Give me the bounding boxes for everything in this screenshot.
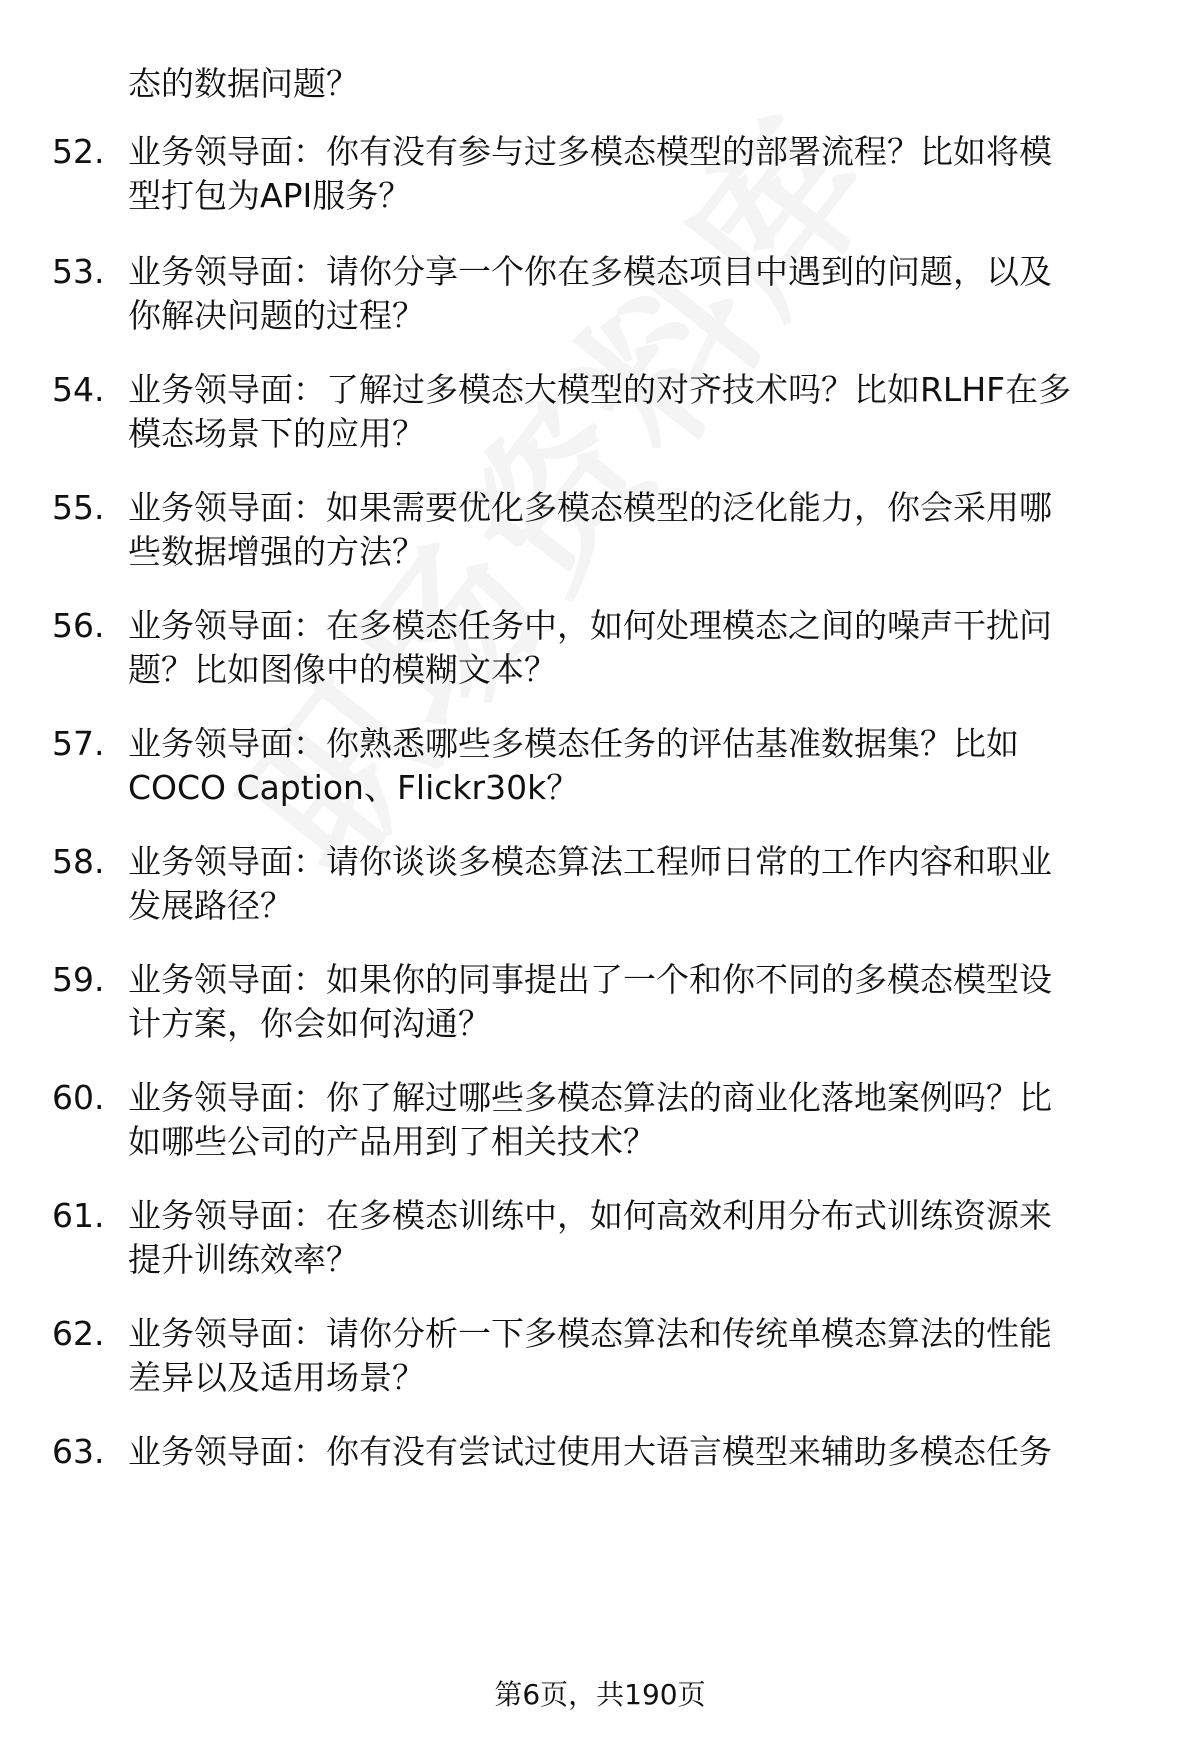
question-line: 业务领导面：在多模态任务中，如何处理模态之间的噪声干扰问 xyxy=(128,606,1052,645)
question-number: 58. xyxy=(52,842,105,881)
question-text xyxy=(128,1430,1128,1474)
question-item-59 xyxy=(52,958,1152,1048)
question-line: 业务领导面：你有没有尝试过使用大语言模型来辅助多模态任务 xyxy=(128,1432,1052,1471)
question-line: 如哪些公司的产品用到了相关技术？ xyxy=(128,1122,656,1161)
question-text xyxy=(128,722,1128,810)
question-text xyxy=(128,130,1128,218)
question-line: 业务领导面：请你分享一个你在多模态项目中遇到的问题，以及 xyxy=(128,252,1052,291)
question-line: 模态场景下的应用？ xyxy=(128,414,425,453)
question-number: 54. xyxy=(52,370,105,409)
question-line: 型打包为API服务？ xyxy=(128,176,412,215)
question-item-53 xyxy=(52,250,1152,340)
question-item-56 xyxy=(52,604,1152,694)
question-line: COCO Caption、Flickr30k？ xyxy=(128,768,580,807)
page-number: 第6页，共190页 xyxy=(494,1678,706,1711)
question-text xyxy=(128,1076,1128,1164)
question-text xyxy=(128,604,1128,692)
question-line: 你解决问题的过程？ xyxy=(128,296,425,335)
question-line: 业务领导面：了解过多模态大模型的对齐技术吗？比如RLHF在多 xyxy=(128,370,1072,409)
question-line: 业务领导面：在多模态训练中，如何高效利用分布式训练资源来 xyxy=(128,1196,1052,1235)
question-line: 差异以及适用场景？ xyxy=(128,1358,425,1397)
question-text xyxy=(128,368,1128,456)
question-item-52 xyxy=(52,130,1152,220)
question-line: 业务领导面：你了解过哪些多模态算法的商业化落地案例吗？比 xyxy=(128,1078,1052,1117)
question-line: 计方案，你会如何沟通？ xyxy=(128,1004,491,1043)
question-line: 业务领导面：你有没有参与过多模态模型的部署流程？比如将模 xyxy=(128,132,1052,171)
question-item-60 xyxy=(52,1076,1152,1166)
question-line: 业务领导面：你熟悉哪些多模态任务的评估基准数据集？比如 xyxy=(128,724,1019,763)
question-line: 题？比如图像中的模糊文本？ xyxy=(128,650,557,689)
question-number: 55. xyxy=(52,488,105,527)
question-number: 52. xyxy=(52,132,105,171)
continuation-text: 态的数据问题？ xyxy=(128,64,359,103)
question-line: 业务领导面：请你分析一下多模态算法和传统单模态算法的性能 xyxy=(128,1314,1052,1353)
question-text xyxy=(128,1312,1128,1400)
question-number: 60. xyxy=(52,1078,105,1117)
question-line: 业务领导面：如果你的同事提出了一个和你不同的多模态模型设 xyxy=(128,960,1052,999)
question-text xyxy=(128,840,1128,928)
question-number: 59. xyxy=(52,960,105,999)
question-number: 56. xyxy=(52,606,105,645)
question-item-54 xyxy=(52,368,1152,458)
question-line: 业务领导面：如果需要优化多模态模型的泛化能力，你会采用哪 xyxy=(128,488,1052,527)
question-item-62 xyxy=(52,1312,1152,1402)
question-item-58 xyxy=(52,840,1152,930)
question-line: 发展路径？ xyxy=(128,886,293,925)
question-text xyxy=(128,1194,1128,1282)
question-item-61 xyxy=(52,1194,1152,1284)
question-line: 业务领导面：请你谈谈多模态算法工程师日常的工作内容和职业 xyxy=(128,842,1052,881)
question-line: 提升训练效率？ xyxy=(128,1240,359,1279)
question-number: 62. xyxy=(52,1314,105,1353)
question-number: 57. xyxy=(52,724,105,763)
question-number: 63. xyxy=(52,1432,105,1471)
question-item-57 xyxy=(52,722,1152,812)
question-number: 61. xyxy=(52,1196,105,1235)
question-text xyxy=(128,250,1128,338)
question-number: 53. xyxy=(52,252,105,291)
question-text xyxy=(128,486,1128,574)
question-line: 些数据增强的方法？ xyxy=(128,532,425,571)
question-text xyxy=(128,958,1128,1046)
question-item-55 xyxy=(52,486,1152,576)
question-item-63 xyxy=(52,1430,1152,1520)
